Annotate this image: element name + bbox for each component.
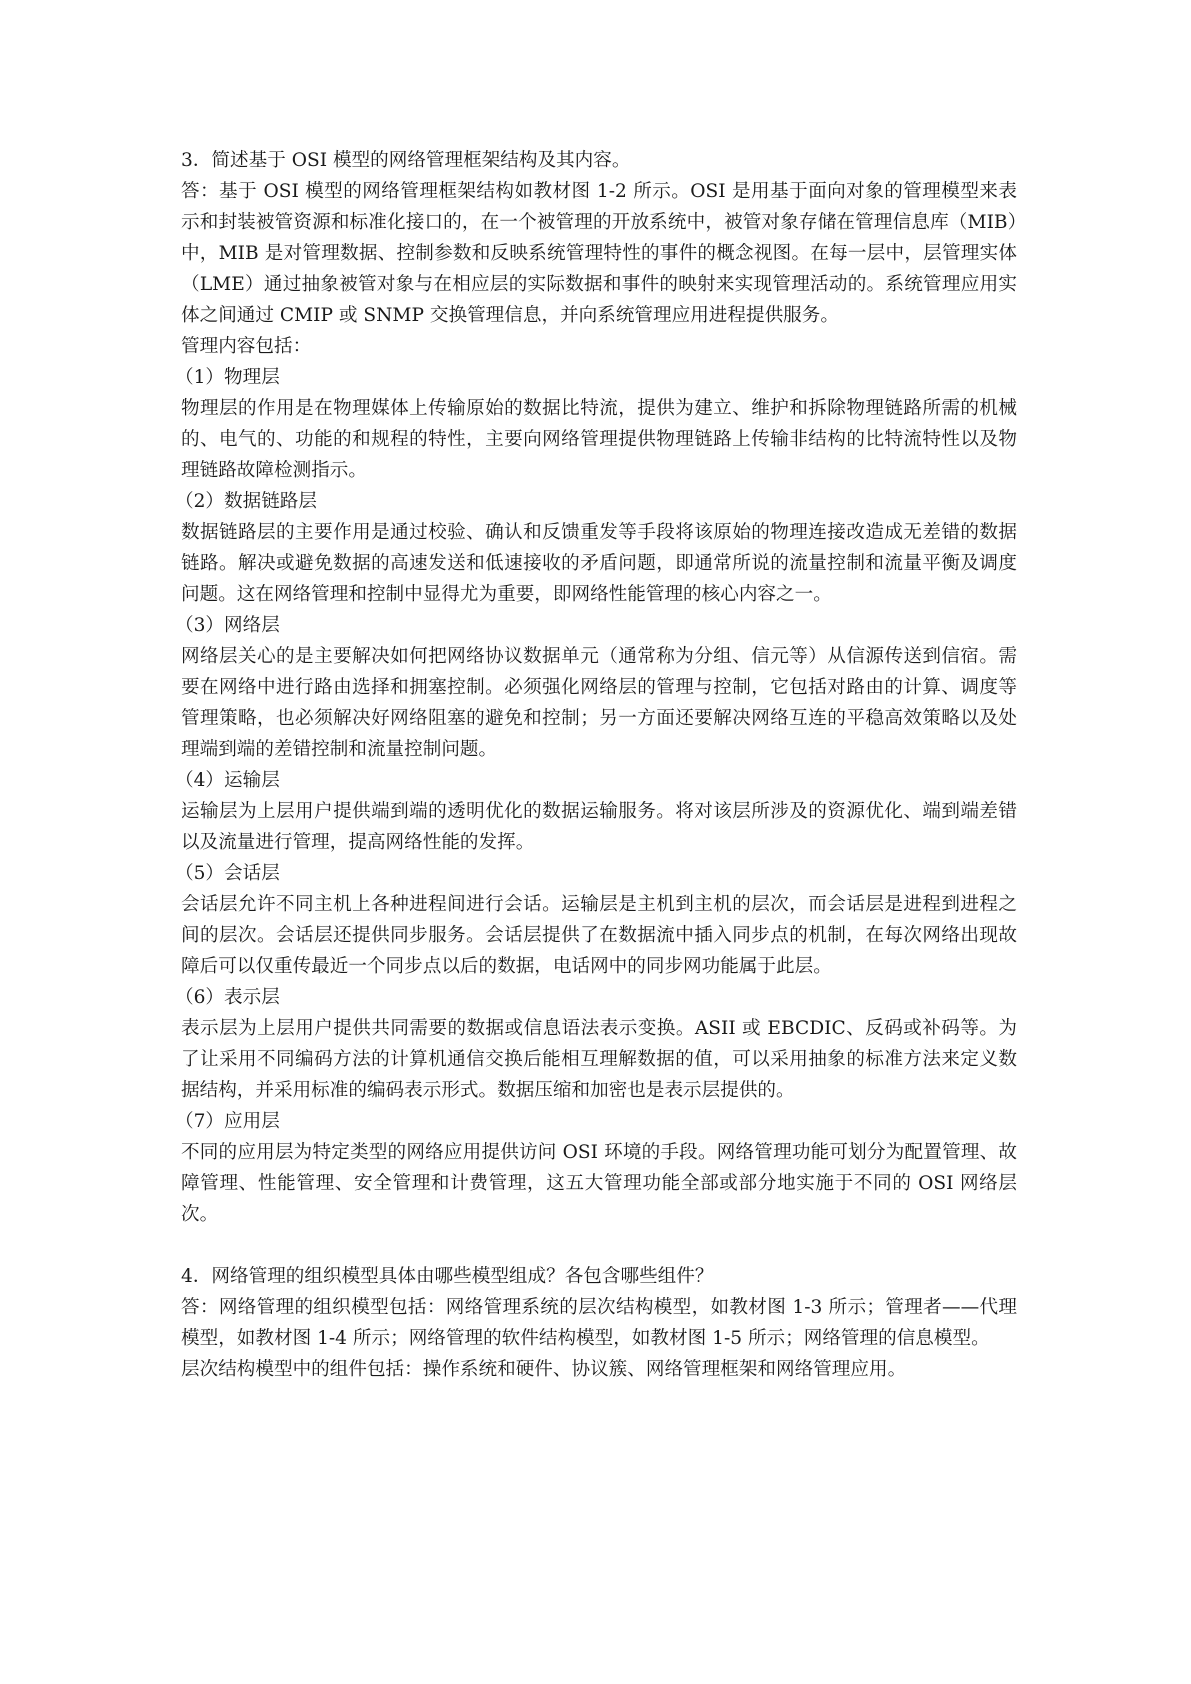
layer-1-text: 物理层的作用是在物理媒体上传输原始的数据比特流，提供为建立、维护和拆除物理链路所需的机械的、电气的、功能的和规程的特性，主要向网络管理提供物理链路上传输非结构的比特流特性以及物理链路故障检测指示。 [181, 398, 1017, 481]
document-body [175, 145, 1017, 1385]
layer-4-heading: （4）运输层 [175, 770, 280, 791]
question-3-answer: 答：基于 OSI 模型的网络管理框架结构如教材图 1-2 所示。OSI 是用基于面向对象的管理模型来表示和封装被管资源和标准化接口的，在一个被管理的开放系统中，被管对象存储在管理信息库（MIB）中，MIB 是对管理数据、控制参数和反映系统管理特性的事件的概念视图。在每一层中，层管理实体（LME）通过抽象被管对象与在相应层的实际数据和事件的映射来实现管理活动的。系统管理应用实体之间通过 CMIP 或 SNMP 交换管理信息，并向系统管理应用进程提供服务。 [181, 181, 1017, 326]
layer-7-heading: （7）应用层 [175, 1111, 280, 1132]
question-4-title: 4．网络管理的组织模型具体由哪些模型组成？各包含哪些组件？ [181, 1266, 714, 1287]
question-4-components: 层次结构模型中的组件包括：操作系统和硬件、协议簇、网络管理框架和网络管理应用。 [181, 1359, 907, 1380]
layer-1-heading: （1）物理层 [175, 367, 280, 388]
section-spacer [181, 1230, 1017, 1261]
layer-5-heading: （5）会话层 [175, 863, 280, 884]
layer-7-text: 不同的应用层为特定类型的网络应用提供访问 OSI 环境的手段。网络管理功能可划分为配置管理、故障管理、性能管理、安全管理和计费管理，这五大管理功能全部或部分地实施于不同的 OSI 网络层次。 [181, 1142, 1017, 1225]
layer-2-heading: （2）数据链路层 [175, 491, 317, 512]
layer-6-text: 表示层为上层用户提供共同需要的数据或信息语法表示变换。ASII 或 EBCDIC、反码或补码等。为了让采用不同编码方法的计算机通信交换后能相互理解数据的值，可以采用抽象的标准方法来定义数据结构，并采用标准的编码表示形式。数据压缩和加密也是表示层提供的。 [181, 1018, 1017, 1101]
question-3-title: 3．简述基于 OSI 模型的网络管理框架结构及其内容。 [181, 150, 631, 171]
management-content-intro: 管理内容包括： [181, 336, 312, 357]
layer-3-heading: （3）网络层 [175, 615, 280, 636]
layer-5-text: 会话层允许不同主机上各种进程间进行会话。运输层是主机到主机的层次，而会话层是进程到进程之间的层次。会话层还提供同步服务。会话层提供了在数据流中插入同步点的机制，在每次网络出现故障后可以仅重传最近一个同步点以后的数据，电话网中的同步网功能属于此层。 [181, 894, 1017, 977]
layer-3-text: 网络层关心的是主要解决如何把网络协议数据单元（通常称为分组、信元等）从信源传送到信宿。需要在网络中进行路由选择和拥塞控制。必须强化网络层的管理与控制，它包括对路由的计算、调度等管理策略，也必须解决好网络阻塞的避免和控制；另一方面还要解决网络互连的平稳高效策略以及处理端到端的差错控制和流量控制问题。 [181, 646, 1017, 760]
layer-2-text: 数据链路层的主要作用是通过校验、确认和反馈重发等手段将该原始的物理连接改造成无差错的数据链路。解决或避免数据的高速发送和低速接收的矛盾问题，即通常所说的流量控制和流量平衡及调度问题。这在网络管理和控制中显得尤为重要，即网络性能管理的核心内容之一。 [181, 522, 1017, 605]
layer-6-heading: （6）表示层 [175, 987, 280, 1008]
question-4-answer: 答：网络管理的组织模型包括：网络管理系统的层次结构模型，如教材图 1-3 所示；管理者——代理模型，如教材图 1-4 所示；网络管理的软件结构模型，如教材图 1-5 所示；网络管理的信息模型。 [181, 1297, 1017, 1349]
layer-4-text: 运输层为上层用户提供端到端的透明优化的数据运输服务。将对该层所涉及的资源优化、端到端差错以及流量进行管理，提高网络性能的发挥。 [181, 801, 1017, 853]
